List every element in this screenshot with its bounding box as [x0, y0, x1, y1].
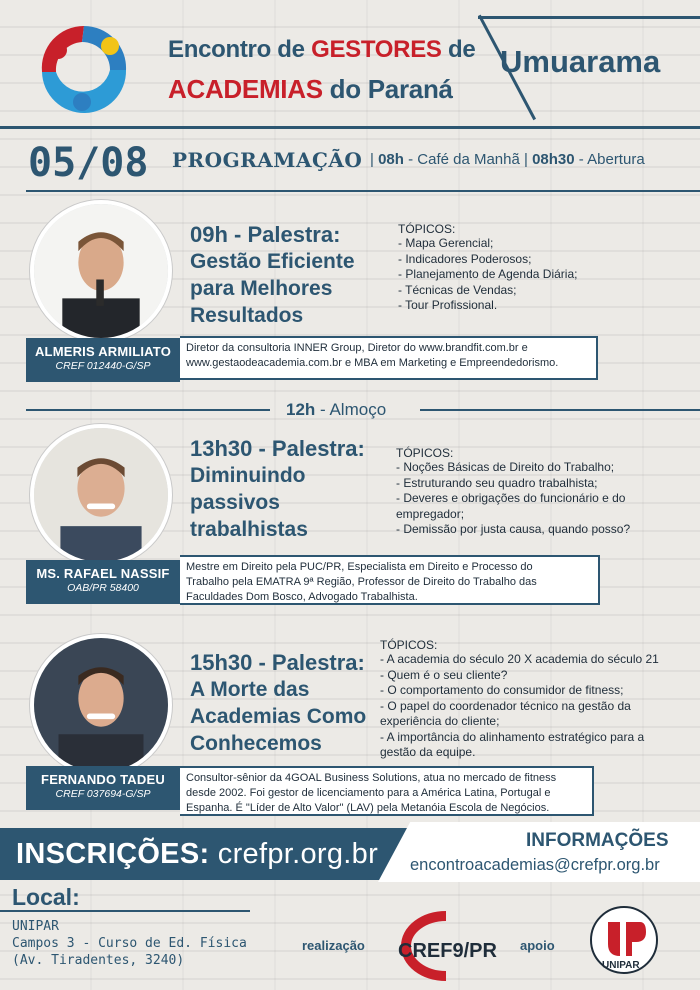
speaker-bio: Diretor da consultoria INNER Group, Diretor do www.brandfit.com.br e www.gestaodeacademia.com.br e MBA em Marketing e Empreendedorismo.	[180, 336, 598, 380]
lunch-rule-right	[420, 409, 700, 411]
venue-rule	[0, 910, 250, 912]
talk-topics: TÓPICOS: - Mapa Gerencial; - Indicadores Poderosos; - Planejamento de Agenda Diária; - Técnicas de Vendas; - Tour Profissional.	[398, 222, 578, 312]
event-city: Umuarama	[500, 44, 661, 79]
cref-logo-text: CREF9/PR	[398, 940, 497, 962]
speaker-namebar: MS. RAFAEL NASSIF OAB/PR 58400	[26, 560, 180, 604]
speaker-namebar: FERNANDO TADEU CREF 037694-G/SP	[26, 766, 180, 810]
event-title-line2: ACADEMIAS do Paraná	[168, 74, 453, 104]
organizer-label: realização	[302, 938, 365, 953]
city-box-top	[478, 16, 700, 19]
lunch-rule-left	[26, 409, 270, 411]
event-title-line1: Encontro de GESTORES de	[168, 36, 476, 63]
lunch-break: 12h - Almoço	[286, 400, 387, 419]
info-heading: INFORMAÇÕES	[526, 830, 669, 851]
registration-link[interactable]: INSCRIÇÕES: crefpr.org.br	[16, 838, 379, 870]
speaker-photo	[30, 424, 172, 566]
event-date: 05/08	[28, 140, 149, 186]
talk-time: 15h30 - Palestra:	[190, 650, 365, 675]
speaker-photo	[30, 634, 172, 776]
info-email[interactable]: encontroacademias@crefpr.org.br	[410, 856, 660, 874]
speaker-bio: Mestre em Direito pela PUC/PR, Especialista em Direito e Processo do Trabalho pela EMATRA 9ª Região, Professor de Direito do Trabalho das Faculdades Dom Bosco, Advogado Trabalhista.	[180, 555, 600, 605]
date-rule	[26, 190, 700, 192]
talk-title: Gestão Eficiente para Melhores Resultados	[190, 250, 355, 327]
talk-time: 13h30 - Palestra:	[190, 436, 365, 461]
program-label: PROGRAMAÇÃO	[172, 148, 363, 172]
speaker-bio: Consultor-sênior da 4GOAL Business Solutions, atua no mercado de fitness desde 2002. Foi gestor de licenciamento para a América Latina, Portugal e Espanha. É "Líder de Alto Valor" (LAV) pela Metanóia Escola de Negócios.	[180, 766, 594, 816]
unipar-logo-text: UNIPAR	[602, 960, 640, 971]
talk-topics: TÓPICOS: - Noções Básicas de Direito do Trabalho; - Estruturando seu quadro trabalhista; - Deveres e obrigações do funcionário e do empregador; - Demissão por justa causa, quando posso?	[396, 446, 631, 536]
venue-address: UNIPAR Campos 3 - Curso de Ed. Física (Av. Tiradentes, 3240)	[12, 919, 247, 968]
supporter-label: apoio	[520, 938, 555, 953]
venue-heading: Local:	[12, 884, 80, 910]
talk-time: 09h - Palestra:	[190, 222, 341, 247]
opening-schedule: | 08h - Café da Manhã | 08h30 - Abertura	[370, 151, 645, 168]
talk-title: A Morte das Academias Como Conhecemos	[190, 678, 367, 755]
talk-topics: TÓPICOS: - A academia do século 20 X academia do século 21 - Quem é o seu cliente? - O comportamento do consumidor de fitness; - O papel do coordenador técnico na gestão da experiência do cliente; - A importância do alinhamento estratégico para a gestão da equipe.	[380, 638, 659, 759]
speaker-namebar: ALMERIS ARMILIATO CREF 012440-G/SP	[26, 338, 180, 382]
talk-title: Diminuindo passivos trabalhistas	[190, 464, 308, 541]
event-logo	[22, 14, 140, 118]
speaker-photo	[30, 200, 172, 342]
header-rule	[0, 126, 700, 129]
